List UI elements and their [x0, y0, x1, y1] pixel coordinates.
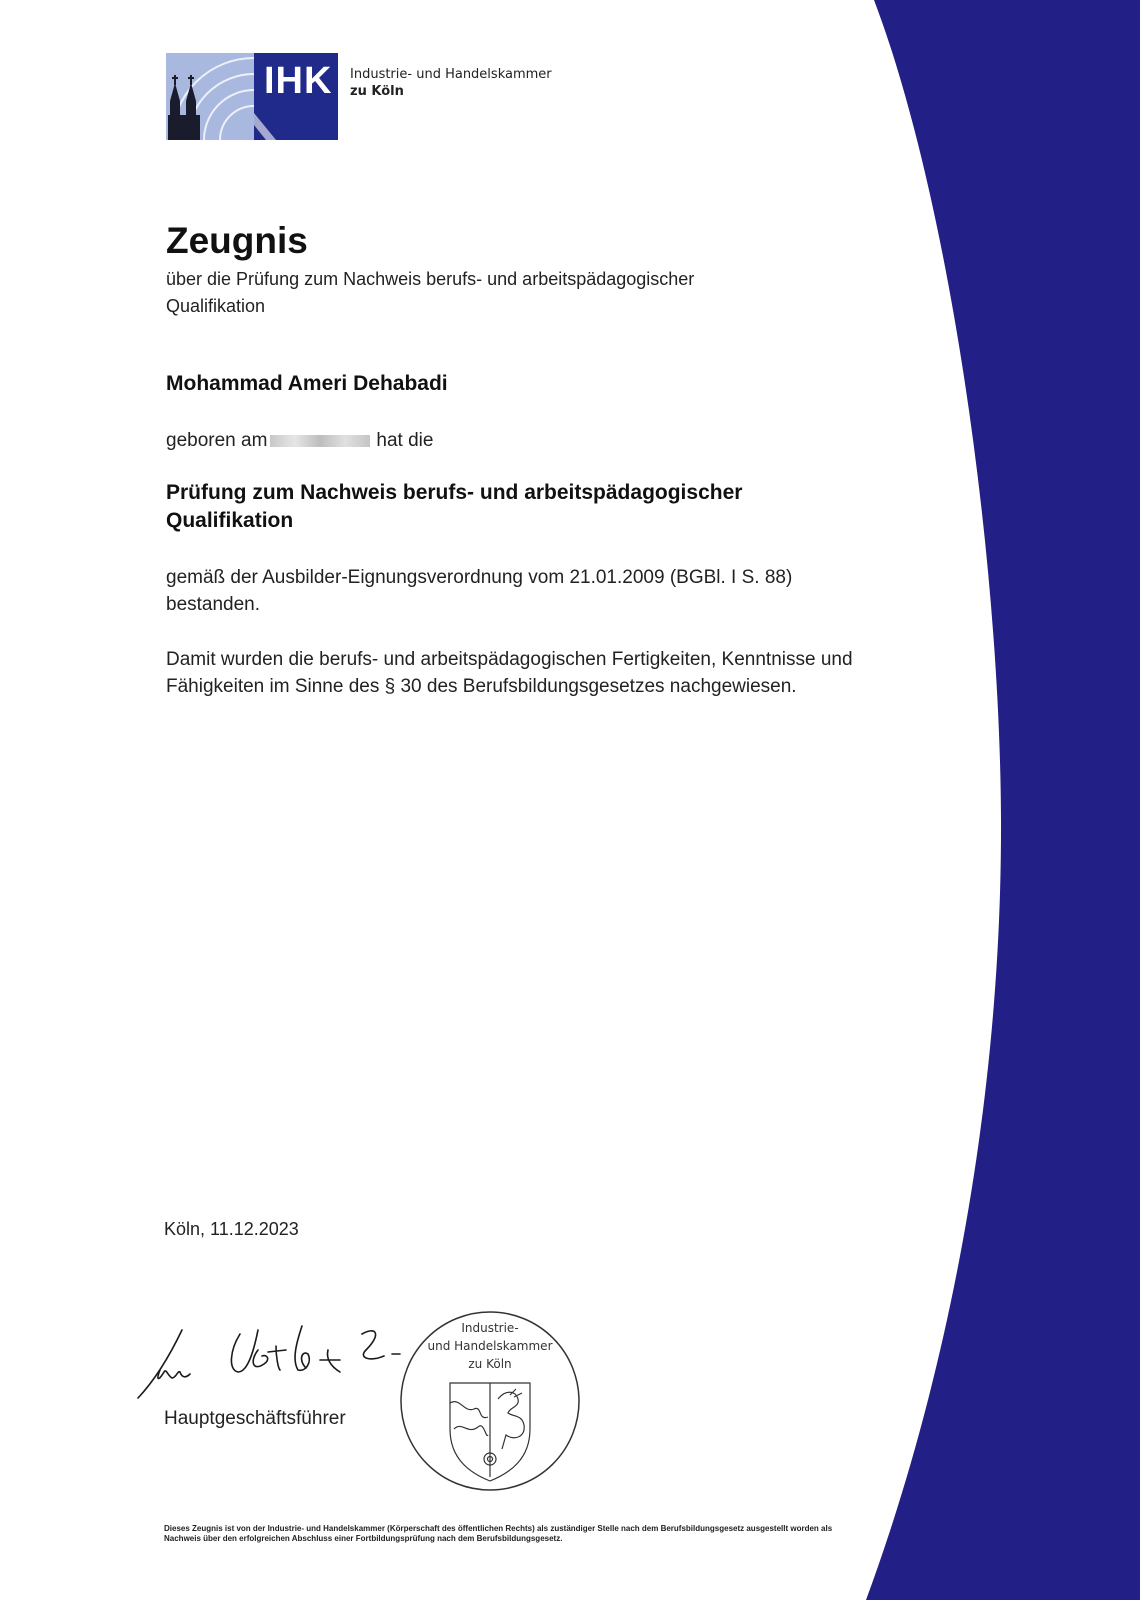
seal-line2: und Handelskammer [427, 1339, 553, 1353]
org-name [350, 66, 552, 100]
org-line2: zu Köln [350, 84, 404, 99]
org-line1: Industrie- und Handelskammer [350, 67, 552, 82]
redacted-birthdate [270, 435, 370, 447]
born-suffix: hat die [376, 430, 434, 451]
birth-line [166, 430, 433, 452]
signatory-role: Hauptgeschäftsführer [164, 1408, 346, 1429]
logo-mark: IHK [264, 60, 333, 102]
regulation-text: gemäß der Ausbilder-Eignungsverordnung vom 21.01.2009 (BGBl. I S. 88) bestanden. [166, 567, 793, 615]
seal-line1: Industrie- [461, 1321, 519, 1335]
exam-title: Prüfung zum Nachweis berufs- und arbeitspädagogischer Qualifikation [166, 481, 743, 532]
footer-note: Dieses Zeugnis ist von der Industrie- und Handelskammer (Körperschaft des öffentlichen Rechts) als zuständiger Stelle nach dem Berufsbildungsgesetz ausgestellt worden als Nachweis über den erfolgreichen Abschluss einer Fortbildungsprüfung nach dem Berufsbildungsgesetz. [164, 1524, 833, 1543]
competence-text: Damit wurden die berufs- und arbeitspädagogischen Fertigkeiten, Kenntnisse und Fähigkeiten im Sinne des § 30 des Berufsbildungsgesetzes nachgewiesen. [166, 649, 853, 697]
document-title: Zeugnis [166, 220, 308, 261]
born-prefix: geboren am [166, 430, 268, 451]
document-subtitle: über die Prüfung zum Nachweis berufs- und arbeitspädagogischer Qualifikation [166, 269, 695, 316]
place-date: Köln, 11.12.2023 [164, 1219, 299, 1239]
seal-text [398, 1319, 582, 1373]
handwritten-signature [130, 1320, 410, 1415]
holder-name: Mohammad Ameri Dehabadi [166, 372, 448, 395]
seal-line3: zu Köln [468, 1357, 512, 1371]
